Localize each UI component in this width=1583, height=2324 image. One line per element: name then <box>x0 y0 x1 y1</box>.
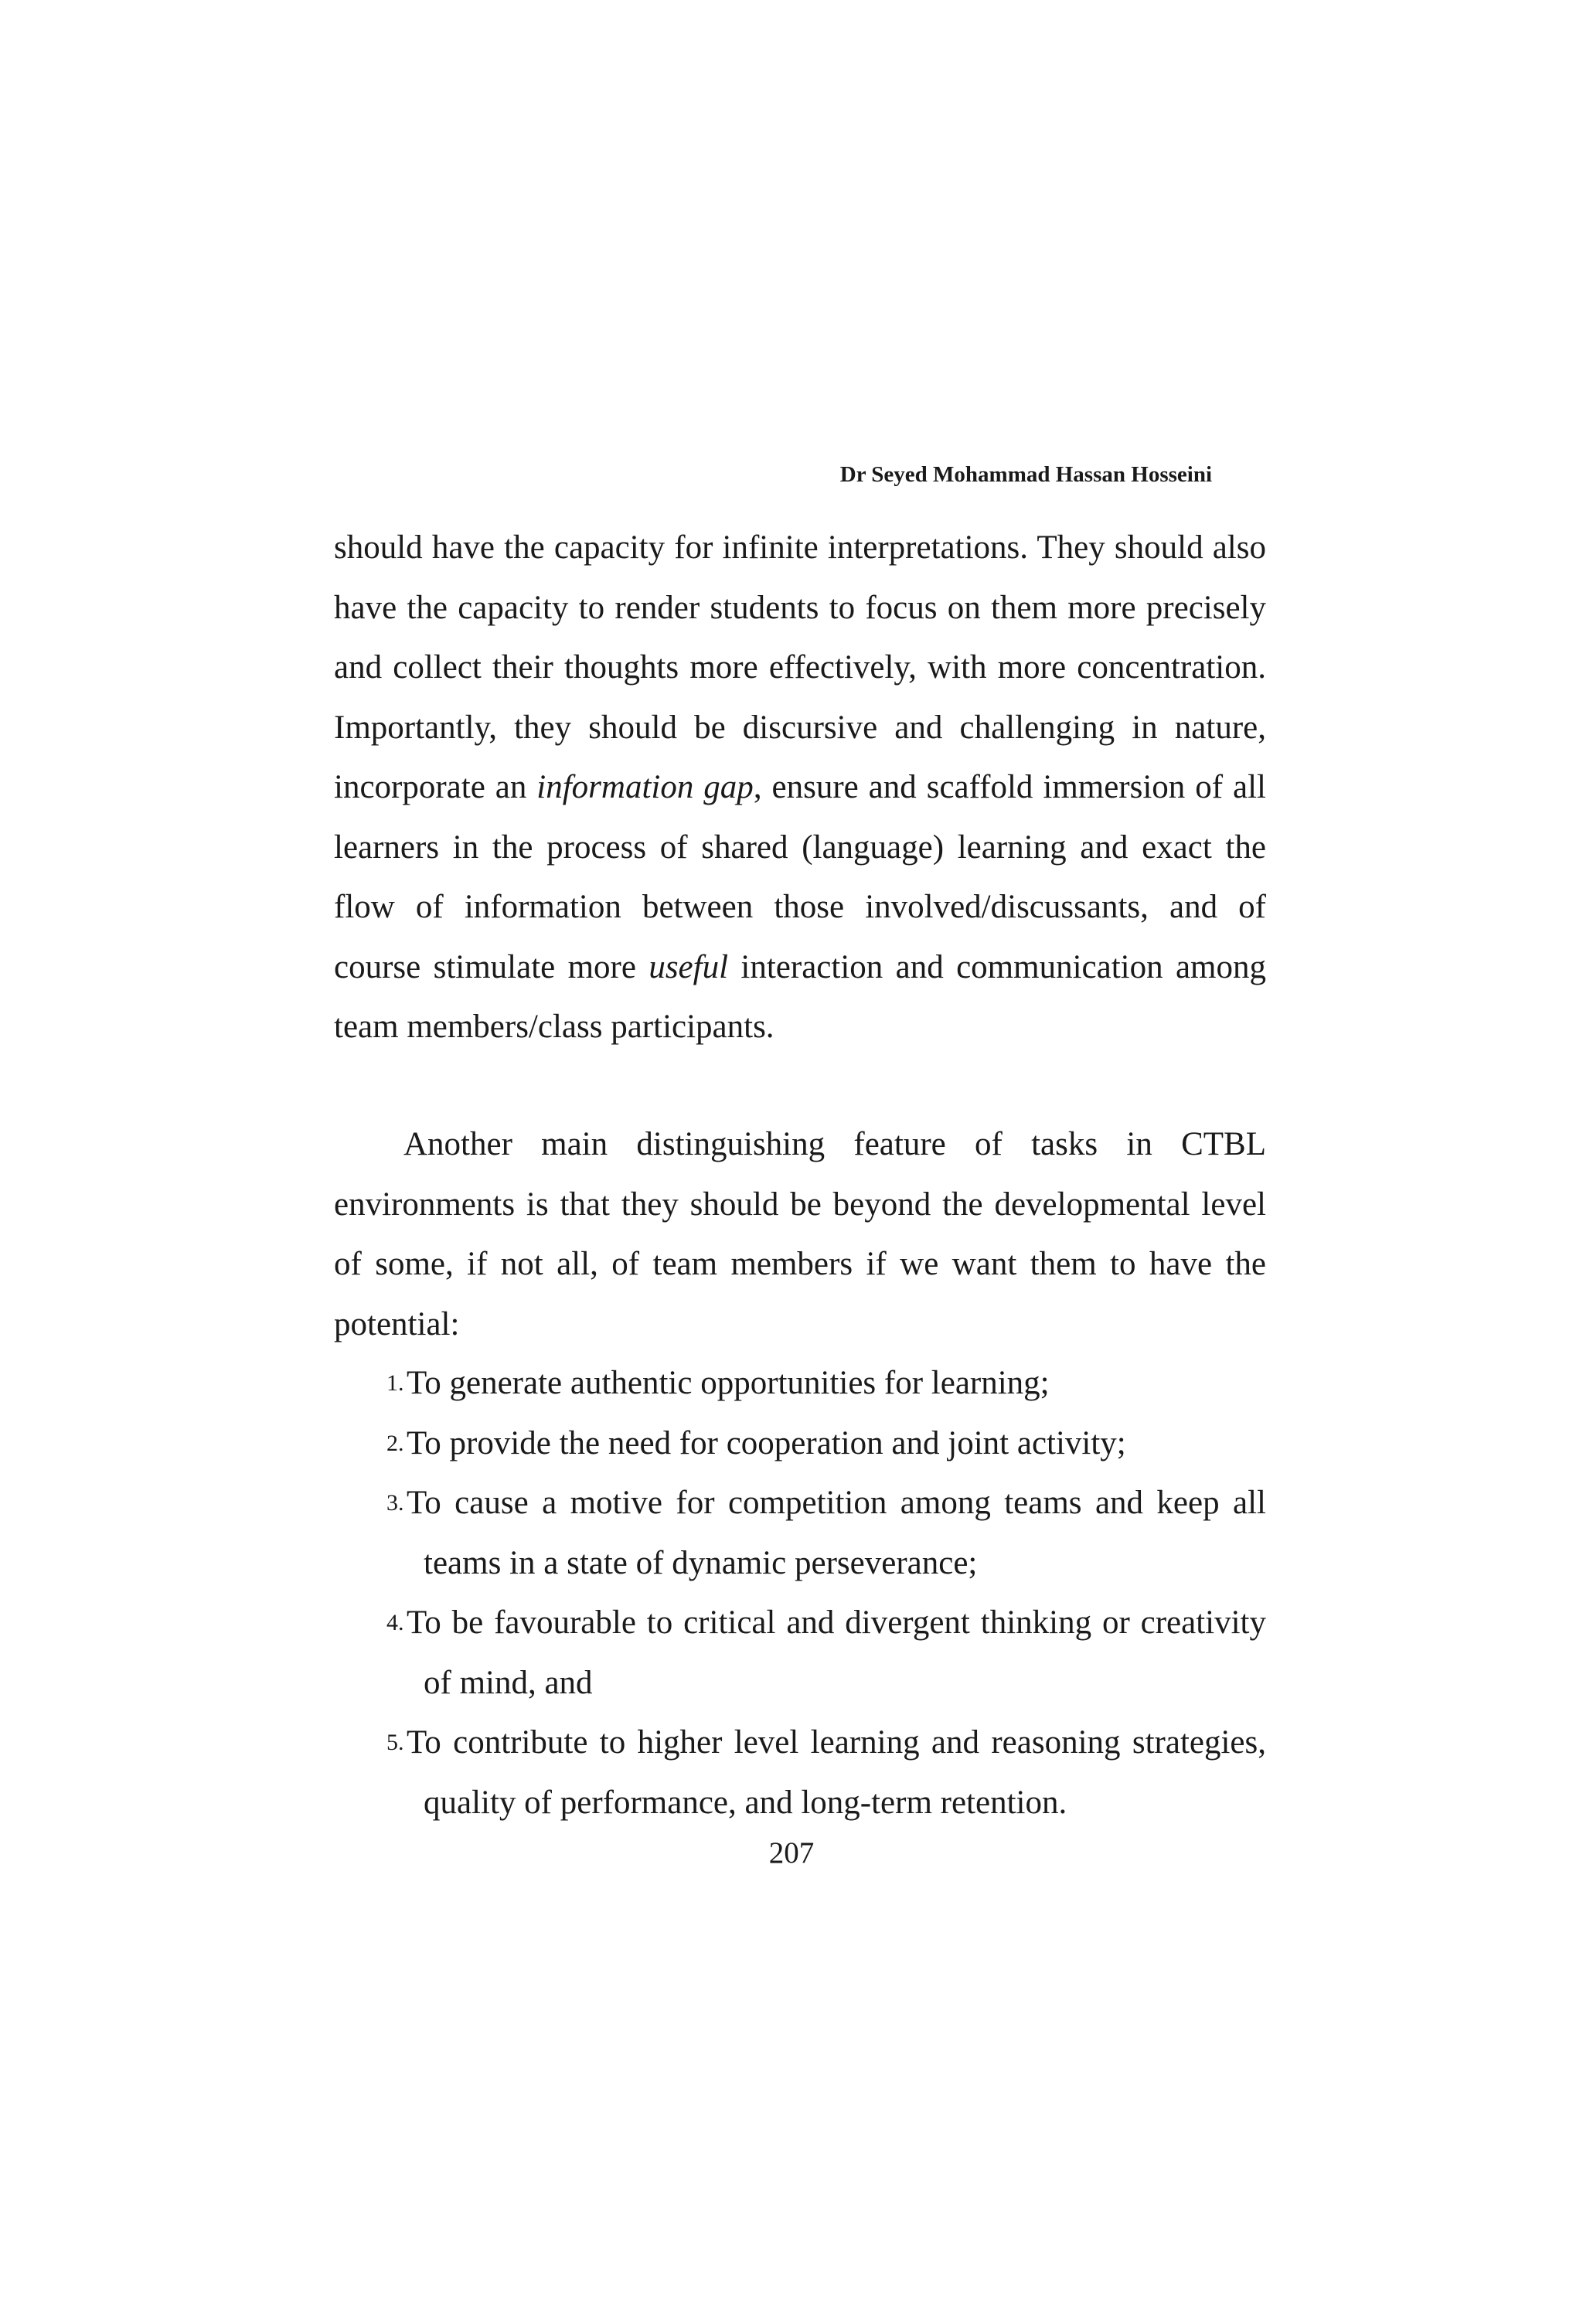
list-item <box>334 1593 1266 1713</box>
list-item-number: 4. <box>386 1610 404 1635</box>
paragraph-1-text-b: , ensure and scaffold immersion of all learners in the process of shared (language) learning and exact the flow of information between those involved/discussants, and of course stimulate more <box>334 769 1267 985</box>
list-item-number: 3. <box>386 1490 404 1516</box>
running-header-author: Dr Seyed Mohammad Hassan Hosseini <box>839 462 1212 487</box>
list-item <box>334 1353 1266 1414</box>
paragraph-1-italic-useful: useful <box>649 948 729 985</box>
paragraph-2: Another main distinguishing feature of tasks in CTBL environments is that they should be beyond the developmental level of some, if not all, of team members if we want them to have the potential: <box>334 1126 1266 1342</box>
list-item-number: 5. <box>386 1730 404 1755</box>
list-item <box>334 1713 1266 1832</box>
paragraph-1-text-c: interaction and communication among team members/class participants. <box>334 948 1266 1045</box>
list-item-text: To provide the need for cooperation and joint activity; <box>407 1424 1126 1461</box>
list-item-number: 1. <box>386 1370 404 1396</box>
page-number: 207 <box>768 1836 815 1870</box>
list-item-number: 2. <box>386 1430 404 1456</box>
potential-list <box>334 1353 1266 1832</box>
paragraph-1-italic-information-gap: information gap <box>536 769 754 805</box>
list-item-text: To cause a motive for competition among teams and keep all teams in a state of dynamic perseverance; <box>407 1485 1266 1581</box>
list-item <box>334 1473 1266 1593</box>
list-item-text: To be favourable to critical and divergent thinking or creativity of mind, and <box>407 1604 1266 1701</box>
paragraph-1-text-a: should have the capacity for infinite interpretations. They should also have the capacity to render students to focus on them more precisely and collect their thoughts more effectively, with more concentration. Importantly, they should be discursive and challenging in nature, incorporate an <box>334 529 1266 805</box>
list-item <box>334 1414 1266 1474</box>
paragraph-1 <box>334 518 1266 1057</box>
list-item-text: To generate authentic opportunities for learning; <box>407 1365 1050 1401</box>
list-item-text: To contribute to higher level learning and reasoning strategies, quality of performance, and long-term retention. <box>407 1724 1266 1821</box>
